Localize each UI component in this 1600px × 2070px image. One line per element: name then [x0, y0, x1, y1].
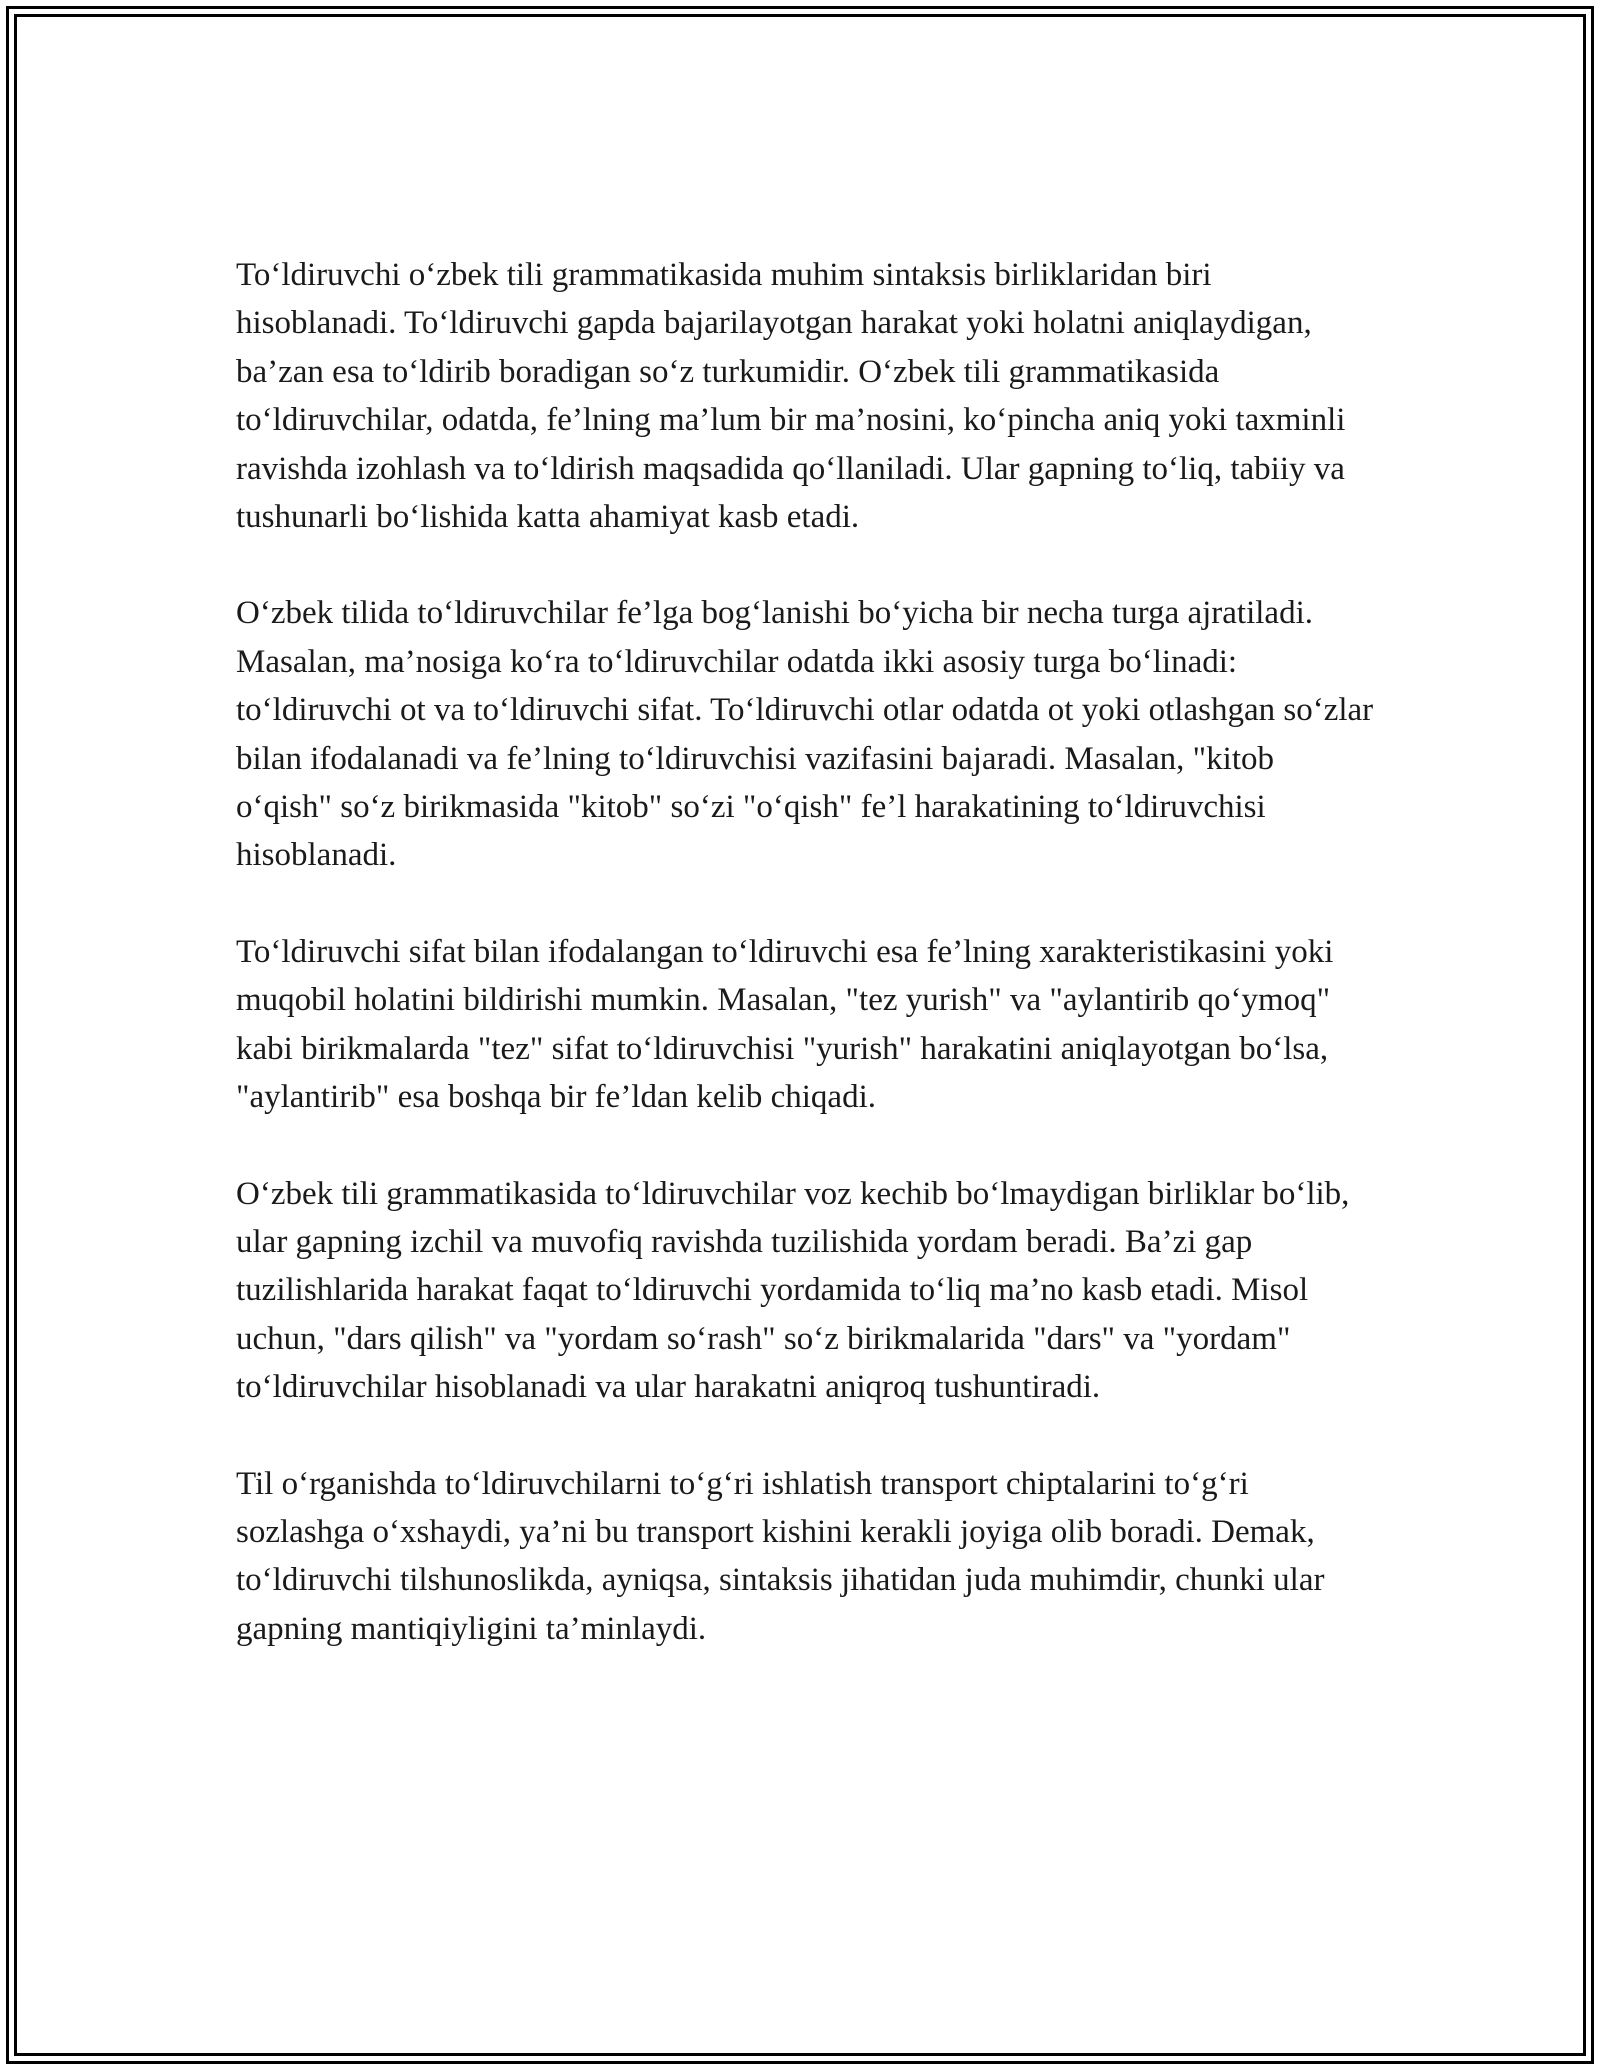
- paragraph-4: O‘zbek tili grammatikasida to‘ldiruvchilar voz kechib bo‘lmaydigan birliklar bo‘lib, ular gapning izchil va muvofiq ravishda tuzilishida yordam beradi. Ba’zi gap tuzilishlarida harakat faqat to‘ldiruvchi yordamida to‘liq ma’no kasb etadi. Misol uchun, "dars qilish" va "yordam so‘rash" so‘z birikmalarida "dars" va "yordam" to‘ldiruvchilar hisoblanadi va ular harakatni aniqroq tushuntiradi.: [236, 1175, 1350, 1406]
- paragraph-3: To‘ldiruvchi sifat bilan ifodalangan to‘ldiruvchi esa fe’lning xarakteristikasini yoki muqobil holatini bildirishi mumkin. Masalan, "tez yurish" va "aylantirib qo‘ymoq" kabi birikmalarda "tez" sifat to‘ldiruvchisi "yurish" harakatini aniqlayotgan bo‘lsa, "aylantirib" esa boshqa bir fe’ldan kelib chiqadi.: [236, 933, 1334, 1116]
- document-body: [236, 251, 1376, 1701]
- paragraph-2: O‘zbek tilida to‘ldiruvchilar fe’lga bog‘lanishi bo‘yicha bir necha turga ajratiladi. Masalan, ma’nosiga ko‘ra to‘ldiruvchilar odatda ikki asosiy turga bo‘linadi: to‘ldiruvchi ot va to‘ldiruvchi sifat. To‘ldiruvchi otlar odatda ot yoki otlashgan so‘zlar bilan ifodalanadi va fe’lning to‘ldiruvchisi vazifasini bajaradi. Masalan, "kitob o‘qish" so‘z birikmasida "kitob" so‘zi "o‘qish" fe’l harakatining to‘ldiruvchisi hisoblanadi.: [236, 595, 1374, 874]
- paragraph-1: To‘ldiruvchi o‘zbek tili grammatikasida muhim sintaksis birliklaridan biri hisoblanadi. To‘ldiruvchi gapda bajarilayotgan harakat yoki holatni aniqlaydigan, ba’zan esa to‘ldirib boradigan so‘z turkumidir. O‘zbek tili grammatikasida to‘ldiruvchilar, odatda, fe’lning ma’lum bir ma’nosini, ko‘pincha aniq yoki taxminli ravishda izohlash va to‘ldirish maqsadida qo‘llaniladi. Ular gapning to‘liq, tabiiy va tushunarli bo‘lishida katta ahamiyat kasb etadi.: [236, 257, 1346, 536]
- paragraph-5: Til o‘rganishda to‘ldiruvchilarni to‘g‘ri ishlatish transport chiptalarini to‘g‘ri sozlashga o‘xshaydi, ya’ni bu transport kishini kerakli joyiga olib boradi. Demak, to‘ldiruvchi tilshunoslikda, ayniqsa, sintaksis jihatidan juda muhimdir, chunki ular gapning mantiqiyligini ta’minlaydi.: [236, 1465, 1325, 1647]
